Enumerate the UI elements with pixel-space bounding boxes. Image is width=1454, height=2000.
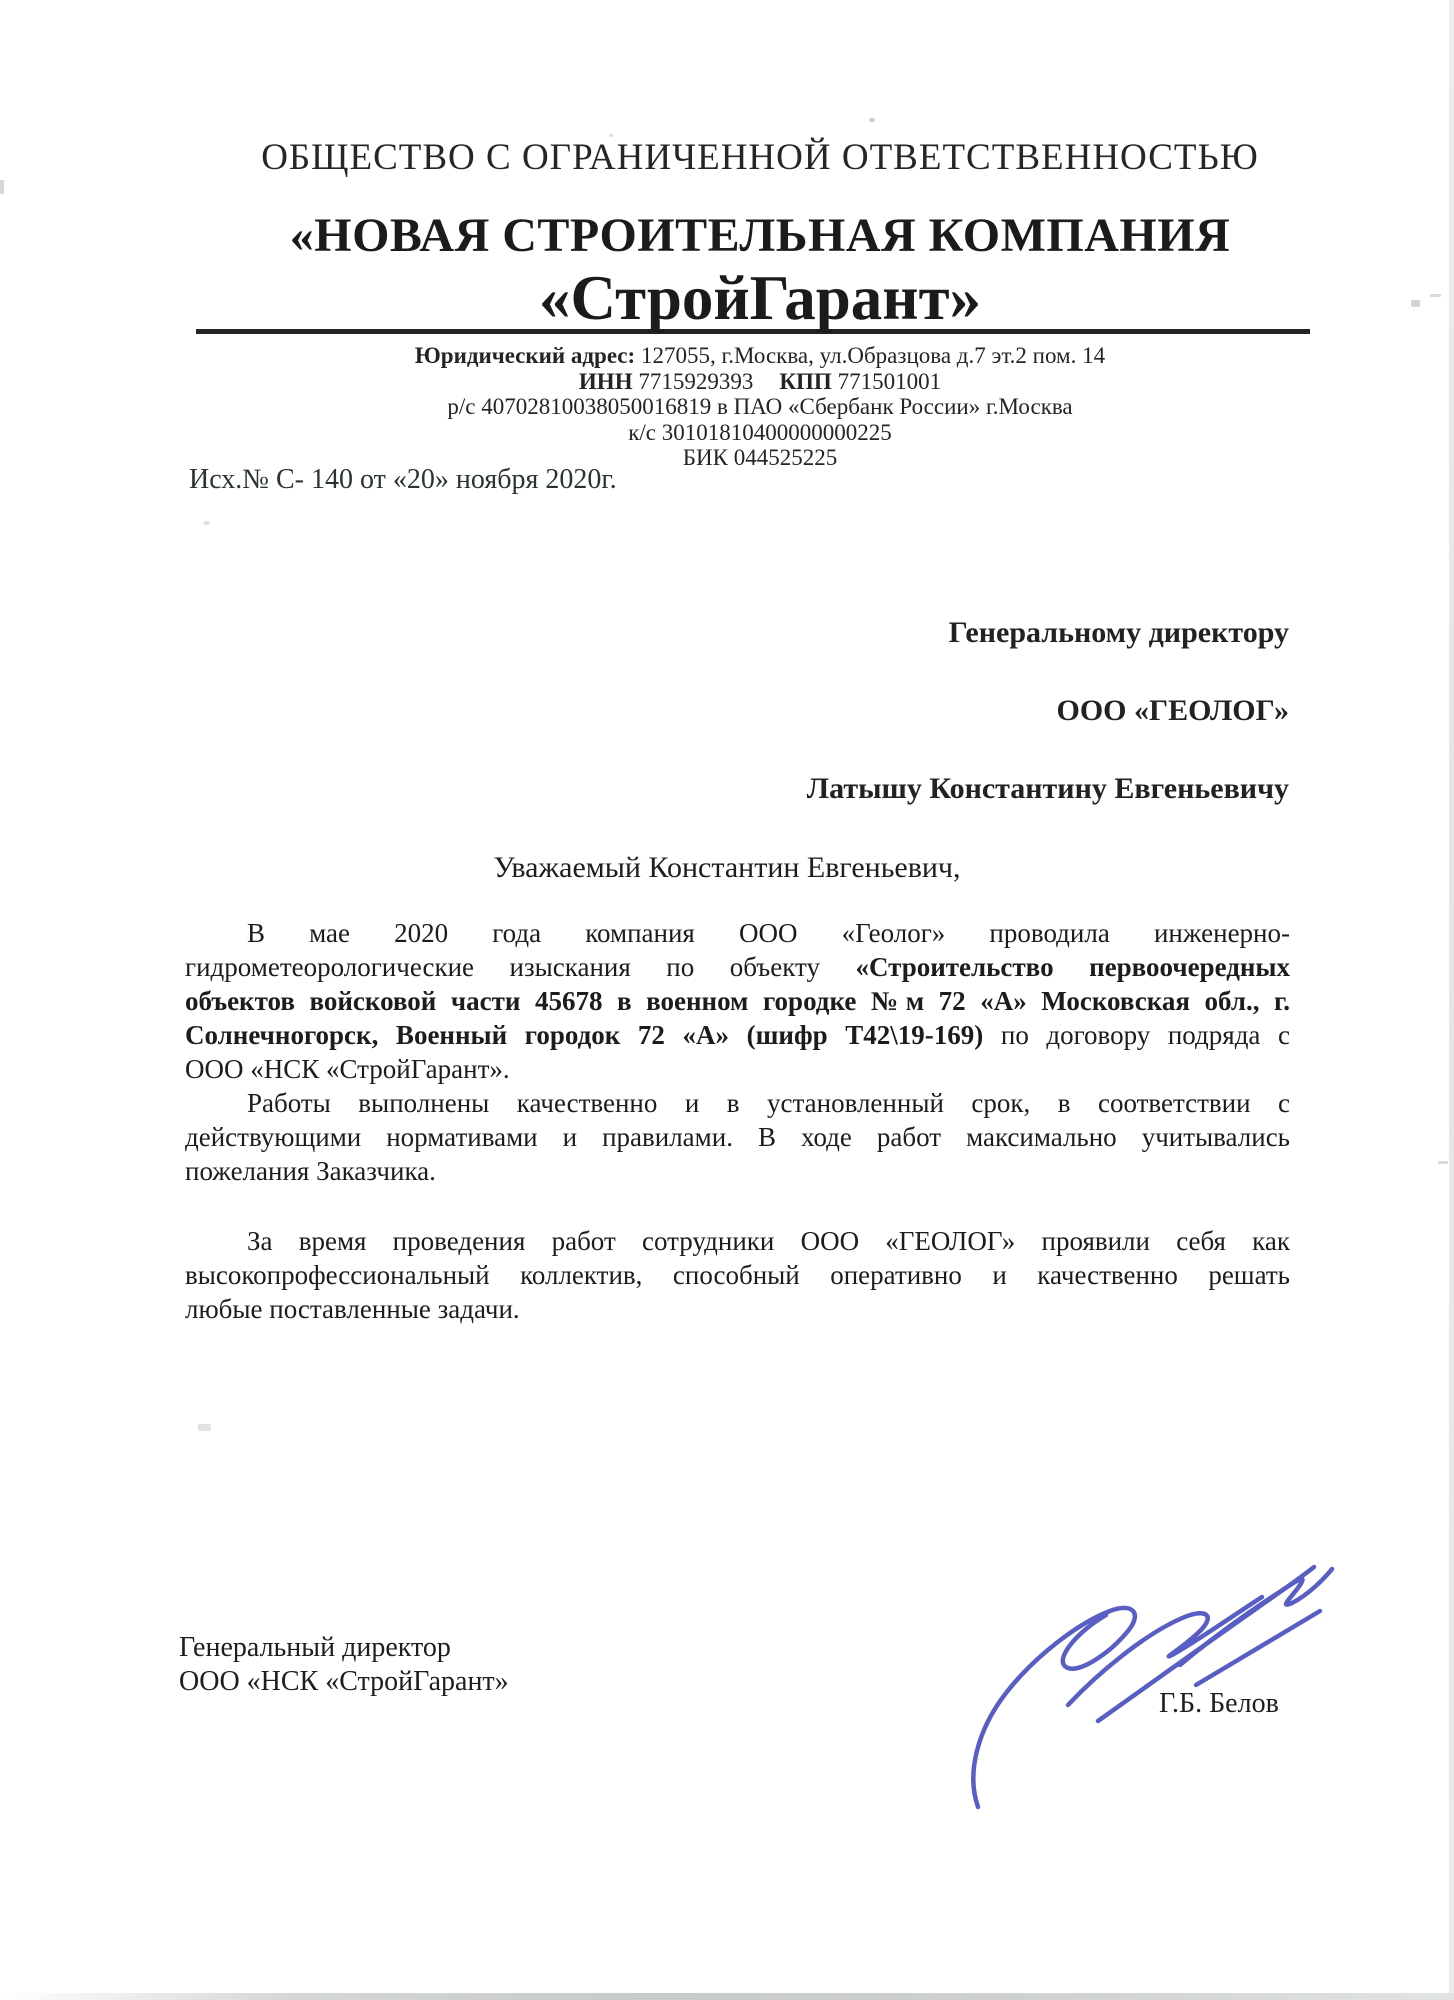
addressee-block bbox=[807, 616, 1289, 850]
scan-speck bbox=[1438, 1161, 1448, 1164]
paragraph bbox=[185, 1224, 1290, 1326]
scan-speck bbox=[1430, 294, 1441, 297]
body-line bbox=[185, 1052, 1290, 1086]
legal-address-value: 127055, г.Москва, ул.Образцова д.7 эт.2 пом. 14 bbox=[635, 343, 1106, 368]
scan-speck bbox=[869, 118, 875, 122]
org-type-line: ОБЩЕСТВО С ОГРАНИЧЕННОЙ ОТВЕТСТВЕННОСТЬЮ bbox=[261, 137, 1259, 178]
body-text-segment: ООО «НСК «СтройГарант». bbox=[185, 1054, 510, 1084]
inn-label: ИНН bbox=[578, 368, 633, 394]
signer-name: Г.Б. Белов bbox=[1159, 1688, 1279, 1719]
brand-name-line: «СтройГарант» bbox=[538, 263, 982, 333]
letterhead-details bbox=[60, 343, 1454, 471]
body-line bbox=[185, 984, 1290, 1018]
scan-edge-right bbox=[1449, 0, 1454, 2000]
addressee-position-line: Генеральному директору bbox=[948, 616, 1289, 649]
corr-account-line: к/с 30101810400000000225 bbox=[628, 419, 892, 445]
inn-kpp-line bbox=[60, 369, 1454, 395]
scan-speck bbox=[1411, 300, 1420, 307]
body-line bbox=[185, 1154, 1290, 1188]
addressee-company-line: ООО «ГЕОЛОГ» bbox=[1056, 694, 1289, 727]
settlement-account-line: р/с 40702810038050016819 в ПАО «Сбербанк России» г.Москва bbox=[447, 394, 1073, 419]
legal-address-label: Юридический адрес: bbox=[414, 343, 636, 368]
signature-scribble bbox=[948, 1515, 1338, 1825]
kpp-value: 771501001 bbox=[831, 368, 942, 394]
signer-title-block bbox=[179, 1631, 509, 1699]
signer-company-line: ООО «НСК «СтройГарант» bbox=[179, 1666, 509, 1697]
body-text-segment: В мае 2020 года компания ООО «Геолог» проводила инженерно- bbox=[247, 918, 1290, 948]
body-line bbox=[185, 1292, 1290, 1326]
scan-speck bbox=[198, 1424, 211, 1431]
body-text-segment: Солнечногорск, Военный городок 72 «А» (шифр Т42\19-169) bbox=[185, 1020, 984, 1050]
letterhead bbox=[60, 138, 1454, 471]
salutation-line: Уважаемый Константин Евгеньевич, bbox=[493, 851, 961, 884]
scan-speck bbox=[203, 521, 210, 525]
scan-speck bbox=[609, 134, 613, 137]
body-line bbox=[185, 1086, 1290, 1120]
body-text-segment: любые поставленные задачи. bbox=[185, 1294, 520, 1324]
paragraph bbox=[185, 916, 1290, 1086]
body-text-segment: высокопрофессиональный коллектив, способный оперативно и качественно решать bbox=[185, 1260, 1290, 1290]
body-text-segment: объектов войсковой части 45678 в военном городке №м 72 «А» Московская обл., г. bbox=[185, 986, 1290, 1016]
body-line bbox=[185, 1224, 1290, 1258]
company-name-line: «НОВАЯ СТРОИТЕЛЬНАЯ КОМПАНИЯ bbox=[289, 209, 1231, 262]
body-line bbox=[185, 916, 1290, 950]
signer-position-line: Генеральный директор bbox=[179, 1632, 451, 1663]
body-text-segment: по договору подряда с bbox=[983, 1020, 1290, 1050]
body-text-segment: пожелания Заказчика. bbox=[185, 1156, 436, 1186]
scan-edge-bottom bbox=[0, 1993, 1454, 2000]
body-line bbox=[185, 950, 1290, 984]
body-paragraphs bbox=[185, 916, 1290, 1326]
body-text-segment: За время проведения работ сотрудники ООО «ГЕОЛОГ» проявили себя как bbox=[247, 1226, 1290, 1256]
paragraph bbox=[185, 1086, 1290, 1188]
outgoing-ref-line: Исх.№ С- 140 от «20» ноября 2020г. bbox=[189, 464, 617, 495]
scan-edge-mark bbox=[0, 180, 4, 194]
kpp-label: КПП bbox=[779, 368, 832, 394]
body-text-segment: Работы выполнены качественно и в установленный срок, в соответствии с bbox=[247, 1088, 1290, 1118]
body-line bbox=[185, 1120, 1290, 1154]
bik-line: БИК 044525225 bbox=[682, 445, 838, 470]
body-text-segment: гидрометеорологические изыскания по объекту bbox=[185, 952, 856, 982]
body-text-segment: «Строительство первоочередных bbox=[855, 952, 1290, 982]
body-line bbox=[185, 1018, 1290, 1052]
body-line bbox=[185, 1258, 1290, 1292]
legal-address-line bbox=[60, 343, 1454, 369]
addressee-person-line: Латышу Константину Евгеньевичу bbox=[806, 772, 1289, 805]
body-text-segment: действующими нормативами и правилами. В ходе работ максимально учитывались bbox=[185, 1122, 1290, 1152]
inn-value: 7715929393 bbox=[632, 368, 754, 394]
